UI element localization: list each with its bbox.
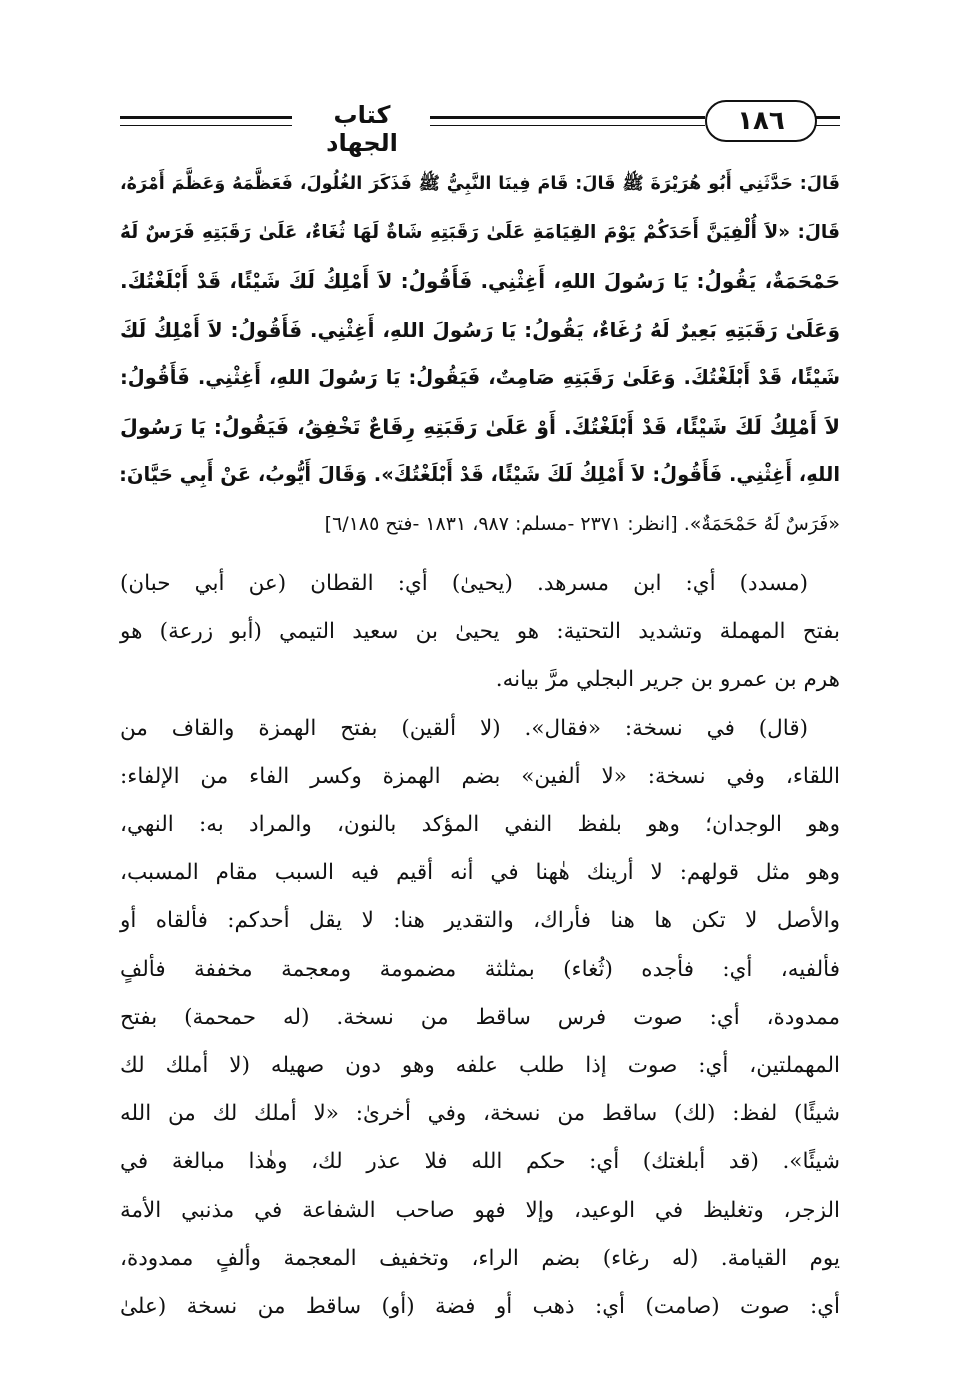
book-title: كتاب الجهاد	[326, 101, 398, 157]
page-number: ١٨٦	[705, 100, 817, 142]
commentary-line: وهو الوجدان؛ وهو بلفظ النفي المؤكد بالنون، والمراد به: النهي،	[120, 812, 840, 838]
hadith-line: اللهِ، أَغِثْنِي. فَأَقُولُ: لاَ أَمْلِكُ لَكَ شَيْئًا، قَدْ أَبْلَغْتُكَ». وَقَالَ أَيُّوبُ، عَنْ أَبِي حَيَّانَ:	[119, 463, 840, 486]
commentary-line: والأصل لا تكن ها هنا فأراك، والتقدير هنا: لا يقل أحدكم: فألقاه أو	[120, 908, 840, 934]
commentary-line: وهو مثل قولهم: لا أرينك هٰهنا في أنه أقيم فيه السبب مقام المسبب،	[120, 860, 840, 886]
commentary-text	[120, 560, 840, 1331]
hadith-reference: «فَرَسٌ لَهُ حَمْحَمَةٌ». [انظر: ٢٣٧١ -مسلم: ٩٨٧، ١٨٣١ -فتح ٦/١٨٥]	[324, 512, 840, 535]
header-rule-right	[816, 116, 840, 119]
header-rule-middle	[430, 116, 705, 119]
commentary-line: يوم القيامة. (له رغاء) بضم الراء، وتخفيف المعجمة وألفٍ ممدودة،	[120, 1245, 840, 1271]
hadith-line: قَالَ: «لاَ أُلْفِيَنَّ أَحَدَكُمْ يَوْمَ القِيَامَةِ عَلَىٰ رَقَبَتِهِ شَاةٌ لَهَا ثُغَاءٌ، عَلَىٰ رَقَبَتِهِ فَرَسٌ لَهُ	[120, 221, 840, 243]
header-rule-left-lower	[120, 125, 292, 126]
hadith-line: قَالَ: حَدَّثَنِي أَبُو هُرَيْرَةَ ﷺ قَالَ: قَامَ فِينَا النَّبِيُّ ﷺ فَذَكَرَ الغُلُولَ، فَعَظَّمَهُ وَعَظَّمَ أَمْرَهُ،	[120, 174, 840, 194]
hadith-line: حَمْحَمَةٌ، يَقُولُ: يَا رَسُولَ اللهِ، أَغِثْنِي. فَأَقُولُ: لاَ أَمْلِكُ لَكَ شَيْئًا، قَدْ أَبْلَغْتُكَ.	[120, 269, 840, 293]
commentary-line: ممدودة، أي: صوت فرس ساقط من نسخة. (له حمحمة) بفتح	[120, 1004, 840, 1030]
page-header	[120, 92, 840, 157]
commentary-line: الزجر، وتغليظ في الوعيد، وإلا فهو صاحب الشفاعة في مذنبي الأمة	[120, 1197, 840, 1223]
commentary-line: بفتح المهملة وتشديد التحتية: هو يحيىٰ بن سعيد التيمي (أبو زرعة) هو	[120, 619, 840, 645]
commentary-line: فألفيه، أي: فأجده (ثُغاء) بمثلثة مضمومة ومعجمة مخففة فألفٍ	[120, 956, 840, 982]
commentary-line: (قال) في نسخة: «فقال». (لا ألقين) بفتح الهمزة والقاف من	[120, 715, 808, 741]
header-rule-right-lower	[816, 125, 840, 126]
commentary-line: (مسدد) أي: ابن مسرهد. (يحيىٰ) أي: القطان (عن أبي حبان)	[120, 571, 808, 596]
header-rule-left	[120, 116, 292, 119]
commentary-line: أي: صوت (صامت) أي: ذهب أو فضة (أو) ساقط من نسخة (علىٰ	[120, 1294, 840, 1320]
commentary-line: شيئًا». (قد أبلغتك) أي: حكم الله فلا عذر لك، وهٰذا مبالغة في	[120, 1149, 840, 1175]
hadith-line: وَعَلَىٰ رَقَبَتِهِ بَعِيرٌ لَهُ رُغَاءٌ، يَقُولُ: يَا رَسُولَ اللهِ، أَغِثْنِي. فَأَقُولُ: لاَ أَمْلِكُ لَكَ	[120, 317, 840, 342]
commentary-line: هرم بن عمرو بن جرير البجلي مرَّ بيانه.	[495, 667, 840, 693]
hadith-line: شَيْئًا، قَدْ أَبْلَغْتُكَ. وَعَلَىٰ رَقَبَتِهِ صَامِتٌ، فَيَقُولُ: يَا رَسُولَ اللهِ، أَغِثْنِي. فَأَقُولُ:	[120, 366, 840, 389]
commentary-line: اللقاء، وفي نسخة: «لا ألفين» بضم الهمزة وكسر الفاء من الإلفاء:	[120, 763, 840, 789]
header-rule-middle-lower	[430, 125, 705, 126]
hadith-line: لاَ أَمْلِكُ لَكَ شَيْئًا، قَدْ أَبْلَغْتُكَ. أَوْ عَلَىٰ رَقَبَتِهِ رِقَاعٌ تَخْفِقُ، فَيَقُولُ: يَا رَسُولَ	[120, 414, 840, 439]
commentary-line: شيئًا) لفظ: (لك) ساقط من نسخة، وفي أخرىٰ: «لا أملك لك من الله	[120, 1101, 840, 1127]
commentary-line: المهملتين، أي: صوت إذا طلب علفه وهو دون صهيله (لا أملك لك	[120, 1053, 840, 1079]
hadith-text	[120, 160, 840, 548]
